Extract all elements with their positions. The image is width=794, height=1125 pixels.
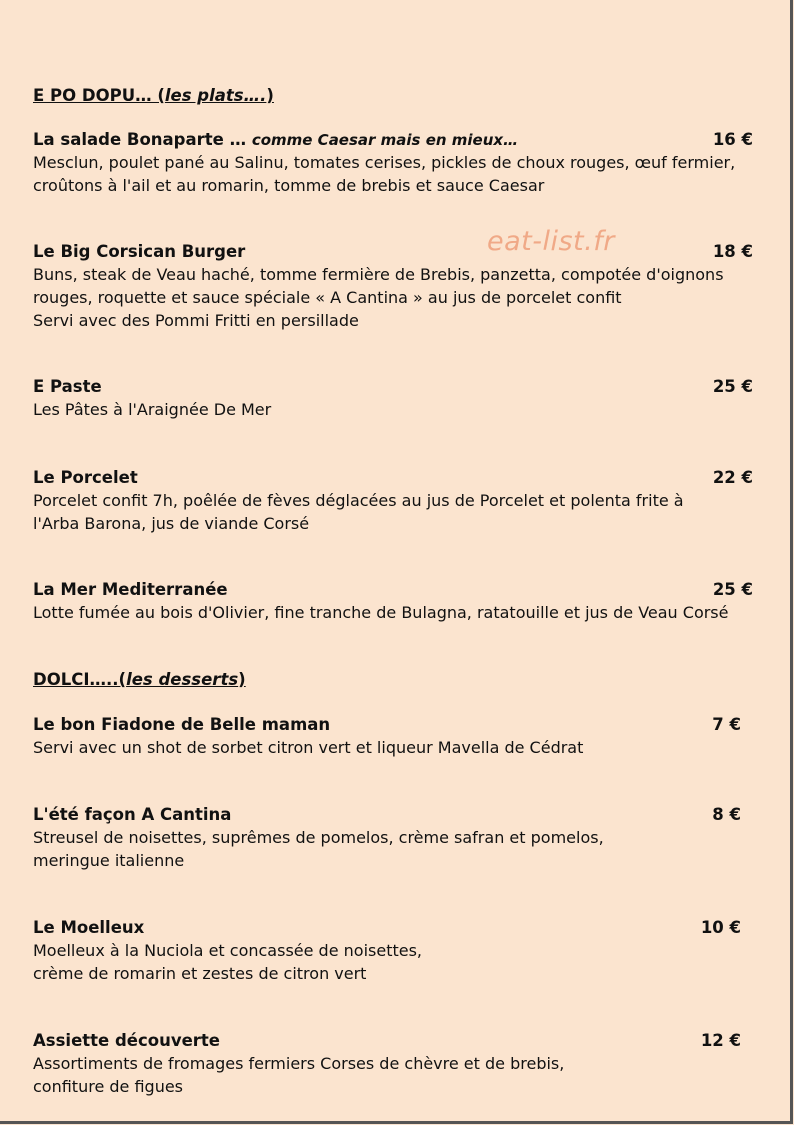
item-price: 25 € [712,377,753,396]
item-description: Assortiments de fromages fermiers Corses de chèvre et de brebis, confiture de figues [33,1054,565,1096]
item-name: Le Porcelet [33,468,138,487]
section-title-plats [33,86,274,105]
menu-item-e-paste [33,376,753,421]
menu-item-assiette-decouverte [33,1030,741,1098]
item-name: E Paste [33,377,102,396]
menu-item-ete-a-cantina [33,804,741,872]
item-description: Buns, steak de Veau haché, tomme fermière de Brebis, panzetta, compotée d'oignons rouges, roquette et sauce spéciale « A Cantina » au jus de porcelet confit Servi avec des Pommi Fritti en persillade [33,265,724,330]
item-name: La Mer Mediterranée [33,580,228,599]
section-title-desserts-main: DOLCI…..( [33,670,127,689]
item-price: 16 € [712,130,753,149]
section-title-plats-italic: les plats…. [164,86,267,105]
item-name-text: La salade Bonaparte … [33,130,252,149]
item-description: Mesclun, poulet pané au Salinu, tomates cerises, pickles de choux rouges, œuf fermier, croûtons à l'ail et au romarin, tomme de brebis et sauce Caesar [33,153,736,195]
item-name [33,129,735,151]
item-description: Moelleux à la Nuciola et concassée de noisettes, crème de romarin et zestes de citron vert [33,941,422,983]
menu-item-moelleux [33,917,741,985]
section-title-desserts-end: ) [238,670,246,689]
item-price: 25 € [712,580,753,599]
item-name: Le Moelleux [33,918,145,937]
menu-item-salade-bonaparte [33,129,753,197]
section-title-desserts-italic: les desserts [126,670,239,689]
watermark: eat-list.fr [487,226,615,257]
item-price: 10 € [700,918,741,937]
item-price: 18 € [712,242,753,261]
item-price: 8 € [712,805,741,824]
item-description: Lotte fumée au bois d'Olivier, fine tranche de Bulagna, ratatouille et jus de Veau Corsé [33,603,729,622]
item-name: L'été façon A Cantina [33,805,232,824]
section-title-desserts [33,670,246,689]
item-price: 12 € [700,1031,741,1050]
section-title-plats-main: E PO DOPU… ( [33,86,165,105]
item-name: Le Big Corsican Burger [33,242,246,261]
item-description: Streusel de noisettes, suprêmes de pomelos, crème safran et pomelos, meringue italienne [33,828,604,870]
item-description: Servi avec un shot de sorbet citron vert et liqueur Mavella de Cédrat [33,738,584,757]
item-name: Assiette découverte [33,1031,220,1050]
section-title-plats-end: ) [266,86,274,105]
item-note: comme Caesar mais en mieux… [251,131,519,149]
item-price: 7 € [712,715,741,734]
item-price: 22 € [712,468,753,487]
item-name: Le bon Fiadone de Belle maman [33,715,331,734]
item-description: Porcelet confit 7h, poêlée de fèves déglacées au jus de Porcelet et polenta frite à l'Arba Barona, jus de viande Corsé [33,491,684,533]
menu-item-fiadone [33,714,741,759]
menu-item-porcelet [33,467,753,535]
menu-item-corsican-burger [33,241,753,332]
menu-item-mer-mediterranee [33,579,753,624]
item-description: Les Pâtes à l'Araignée De Mer [33,400,272,419]
